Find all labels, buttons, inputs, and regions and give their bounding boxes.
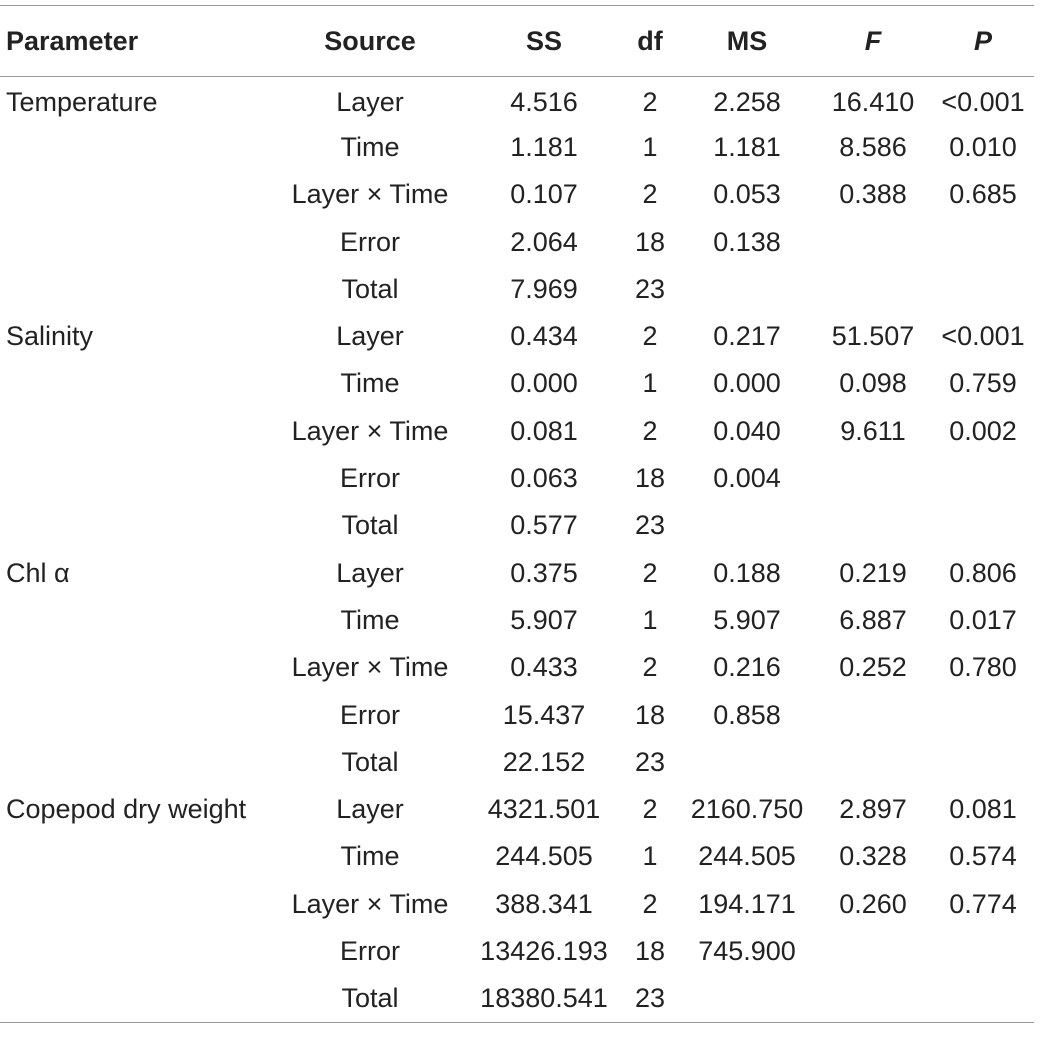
cell-ss: 0.375 xyxy=(510,557,578,588)
table-row xyxy=(0,928,1034,975)
cell-p: 0.774 xyxy=(949,888,1017,919)
table-row xyxy=(0,124,1034,171)
cell-ms: 244.505 xyxy=(698,841,796,872)
cell-ss: 388.341 xyxy=(495,888,593,919)
cell-ms: 0.004 xyxy=(713,463,781,494)
cell-parameter xyxy=(0,408,272,455)
cell-df: 18 xyxy=(634,699,666,730)
cell-ss: 0.063 xyxy=(510,463,578,494)
cell-df: 2 xyxy=(642,321,658,352)
cell-f: 0.388 xyxy=(839,179,907,210)
cell-parameter xyxy=(0,124,272,171)
header-parameter: Parameter xyxy=(0,6,272,77)
cell-df: 2 xyxy=(642,557,658,588)
table-header xyxy=(0,6,1034,77)
cell-ss: 0.081 xyxy=(510,415,578,446)
cell-source: Error xyxy=(340,463,400,494)
table-row xyxy=(0,455,1034,502)
cell-df: 1 xyxy=(642,841,658,872)
header-ms: MS xyxy=(680,6,814,77)
cell-f xyxy=(814,691,932,738)
cell-p xyxy=(932,691,1034,738)
table-row xyxy=(0,597,1034,644)
cell-ss: 18380.541 xyxy=(468,975,620,1022)
cell-f xyxy=(814,218,932,265)
header-df: df xyxy=(620,6,680,77)
cell-source: Total xyxy=(341,746,399,777)
cell-source: Time xyxy=(340,604,400,635)
cell-df: 2 xyxy=(642,652,658,683)
table-row xyxy=(0,881,1034,928)
cell-df: 18 xyxy=(634,226,666,257)
cell-p: <0.001 xyxy=(941,321,1025,352)
cell-p: 0.574 xyxy=(949,841,1017,872)
cell-source: Time xyxy=(340,841,400,872)
cell-parameter xyxy=(0,644,272,691)
cell-f xyxy=(814,739,932,786)
cell-ms: 2.258 xyxy=(713,86,781,117)
cell-source: Error xyxy=(340,935,400,966)
cell-ss: 244.505 xyxy=(495,841,593,872)
cell-df: 2 xyxy=(642,179,658,210)
table-row xyxy=(0,218,1034,265)
cell-parameter xyxy=(0,691,272,738)
table-row xyxy=(0,313,1034,360)
cell-p: 0.759 xyxy=(949,368,1017,399)
cell-f: 0.219 xyxy=(839,557,907,588)
cell-p: 0.010 xyxy=(949,131,1017,162)
cell-f: 8.586 xyxy=(839,131,907,162)
cell-source: Time xyxy=(340,368,400,399)
cell-ms: 0.188 xyxy=(713,557,781,588)
cell-ms: 5.907 xyxy=(713,604,781,635)
cell-parameter xyxy=(0,739,272,786)
cell-ms: 0.053 xyxy=(713,179,781,210)
table-row xyxy=(0,408,1034,455)
cell-ss: 22.152 xyxy=(502,746,586,777)
cell-ms: 2160.750 xyxy=(690,794,804,825)
table-row xyxy=(0,502,1034,549)
cell-ss: 2.064 xyxy=(510,226,578,257)
cell-f: 51.507 xyxy=(831,321,915,352)
cell-ss: 0.433 xyxy=(510,652,578,683)
cell-ms: 0.858 xyxy=(713,699,781,730)
cell-p: 0.806 xyxy=(949,557,1017,588)
anova-table xyxy=(0,5,1034,1023)
cell-f: 16.410 xyxy=(831,86,915,117)
cell-df: 23 xyxy=(634,273,666,304)
cell-source: Layer xyxy=(336,557,404,588)
cell-df: 2 xyxy=(642,415,658,446)
cell-source: Layer xyxy=(336,321,404,352)
cell-p: 0.780 xyxy=(949,652,1017,683)
cell-p xyxy=(932,928,1034,975)
cell-parameter xyxy=(0,881,272,928)
cell-ms xyxy=(680,975,814,1022)
cell-p: 0.081 xyxy=(949,794,1017,825)
cell-ms: 0.040 xyxy=(713,415,781,446)
cell-parameter xyxy=(0,502,272,549)
table-row xyxy=(0,266,1034,313)
cell-ms: 745.900 xyxy=(698,935,796,966)
cell-parameter xyxy=(0,218,272,265)
cell-source: Layer × Time xyxy=(291,179,449,210)
table-row xyxy=(0,360,1034,407)
cell-p xyxy=(932,266,1034,313)
cell-p xyxy=(932,455,1034,502)
cell-f xyxy=(814,928,932,975)
cell-f: 2.897 xyxy=(839,794,907,825)
cell-ss: 5.907 xyxy=(510,604,578,635)
cell-f: 6.887 xyxy=(839,604,907,635)
table-row xyxy=(0,833,1034,880)
header-p: P xyxy=(932,6,1034,77)
cell-p: 0.002 xyxy=(949,415,1017,446)
cell-f: 9.611 xyxy=(840,415,906,446)
cell-ss: 1.181 xyxy=(510,131,578,162)
table-row xyxy=(0,739,1034,786)
cell-df: 23 xyxy=(634,510,666,541)
cell-parameter: Copepod dry weight xyxy=(6,794,247,825)
cell-ms: 0.217 xyxy=(713,321,781,352)
table-row xyxy=(0,77,1034,124)
cell-p xyxy=(932,502,1034,549)
table-row xyxy=(0,975,1034,1022)
cell-p: 0.017 xyxy=(949,604,1017,635)
cell-source: Error xyxy=(340,226,400,257)
cell-parameter xyxy=(0,266,272,313)
cell-parameter xyxy=(0,928,272,975)
header-ss: SS xyxy=(468,6,620,77)
cell-ms: 1.181 xyxy=(713,131,781,162)
cell-parameter: Salinity xyxy=(6,321,94,352)
header-f: F xyxy=(814,6,932,77)
cell-p: 0.685 xyxy=(949,179,1017,210)
cell-parameter xyxy=(0,597,272,644)
cell-parameter: Chl α xyxy=(6,557,70,588)
header-source: Source xyxy=(272,6,468,77)
cell-parameter xyxy=(0,171,272,218)
cell-ms: 0.216 xyxy=(713,652,781,683)
cell-source: Layer xyxy=(336,86,404,117)
cell-p xyxy=(932,218,1034,265)
cell-ss: 13426.193 xyxy=(480,935,608,966)
cell-df: 2 xyxy=(642,86,658,117)
cell-df: 2 xyxy=(642,794,658,825)
cell-f xyxy=(814,266,932,313)
cell-df: 2 xyxy=(642,888,658,919)
cell-source: Layer × Time xyxy=(291,652,449,683)
cell-p xyxy=(932,739,1034,786)
cell-f xyxy=(814,455,932,502)
cell-f: 0.098 xyxy=(839,368,907,399)
cell-f: 0.260 xyxy=(839,888,907,919)
cell-df: 23 xyxy=(634,746,666,777)
cell-ms xyxy=(680,266,814,313)
cell-source: Time xyxy=(340,131,400,162)
cell-source: Layer xyxy=(336,794,404,825)
cell-parameter xyxy=(0,975,272,1022)
cell-df: 18 xyxy=(634,463,666,494)
cell-source: Total xyxy=(341,510,399,541)
cell-p xyxy=(932,975,1034,1022)
cell-parameter xyxy=(0,455,272,502)
cell-ss: 4.516 xyxy=(510,86,578,117)
cell-source: Layer × Time xyxy=(291,888,449,919)
cell-df: 1 xyxy=(642,604,658,635)
cell-f xyxy=(814,975,932,1022)
cell-parameter xyxy=(0,833,272,880)
cell-source: Layer × Time xyxy=(291,415,449,446)
cell-source: Total xyxy=(272,975,468,1022)
cell-f: 0.328 xyxy=(839,841,907,872)
cell-p: <0.001 xyxy=(941,86,1025,117)
cell-ms: 0.138 xyxy=(713,226,781,257)
cell-df: 18 xyxy=(634,935,666,966)
cell-f xyxy=(814,502,932,549)
cell-ss: 0.107 xyxy=(510,179,578,210)
cell-parameter xyxy=(0,360,272,407)
table-row xyxy=(0,786,1034,833)
cell-ss: 0.434 xyxy=(510,321,578,352)
cell-df: 23 xyxy=(620,975,680,1022)
header-row xyxy=(0,6,1034,77)
table-row xyxy=(0,549,1034,596)
cell-ss: 15.437 xyxy=(502,699,586,730)
cell-ss: 0.577 xyxy=(510,510,578,541)
cell-ms: 194.171 xyxy=(698,888,796,919)
table-row xyxy=(0,644,1034,691)
cell-source: Error xyxy=(340,699,400,730)
cell-df: 1 xyxy=(642,368,658,399)
cell-ms xyxy=(680,502,814,549)
cell-ms xyxy=(680,739,814,786)
table-row xyxy=(0,691,1034,738)
cell-parameter: Temperature xyxy=(6,86,158,117)
cell-ss: 4321.501 xyxy=(487,794,601,825)
cell-df: 1 xyxy=(642,131,658,162)
table-body xyxy=(0,77,1034,1023)
table-row xyxy=(0,171,1034,218)
cell-source: Total xyxy=(341,273,399,304)
cell-f: 0.252 xyxy=(839,652,907,683)
cell-ms: 0.000 xyxy=(713,368,781,399)
cell-ss: 7.969 xyxy=(510,273,578,304)
cell-ss: 0.000 xyxy=(510,368,578,399)
